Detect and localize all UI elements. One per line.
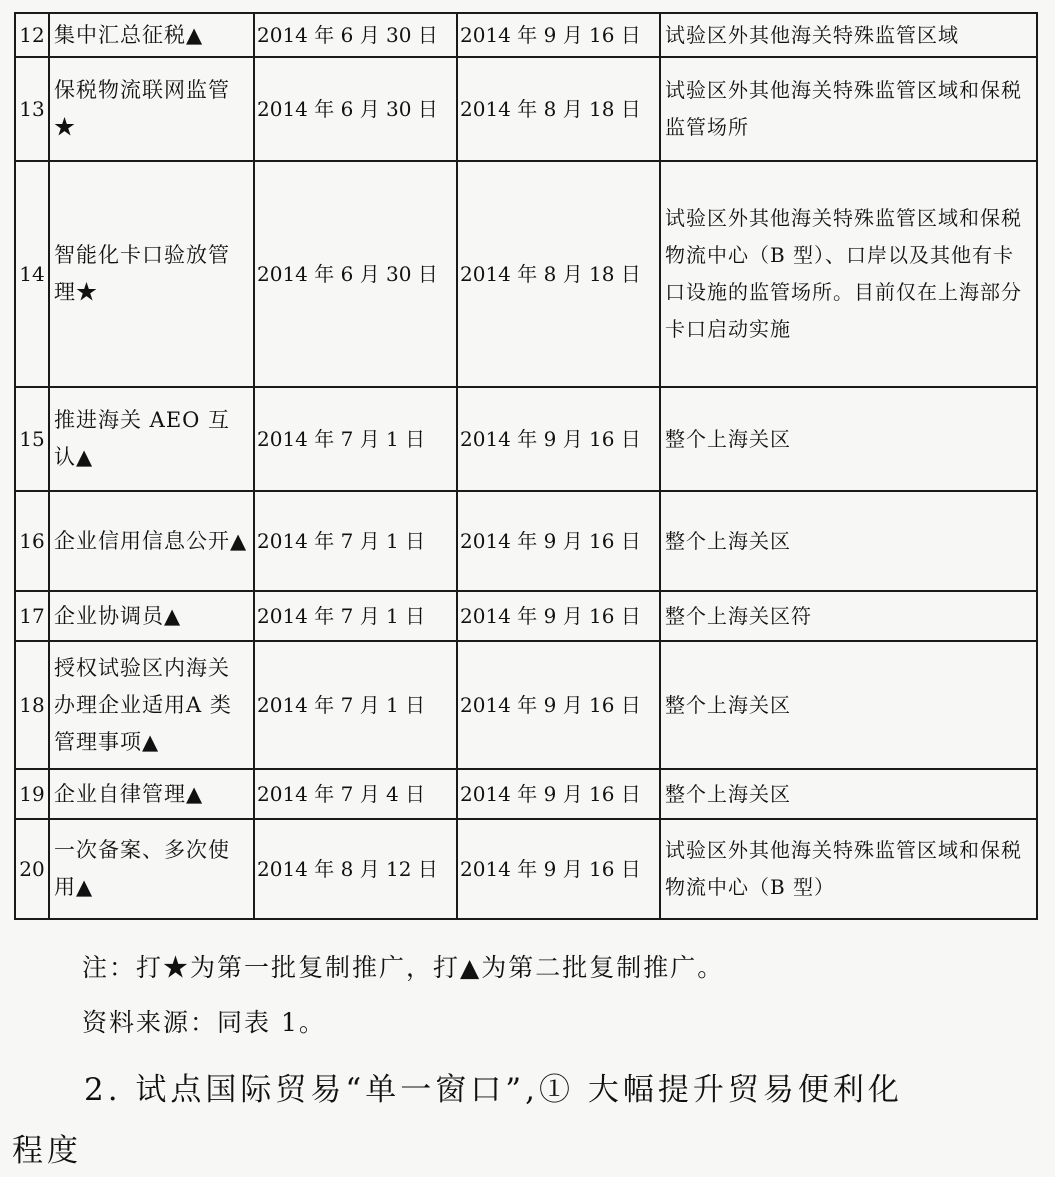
table-row: [15, 769, 1037, 819]
row-number: 20: [15, 819, 49, 919]
table-row: [15, 591, 1037, 641]
measure-name: 企业信用信息公开▲: [49, 491, 254, 591]
measure-name: 一次备案、多次使用▲: [49, 819, 254, 919]
end-date: 2014 年 9 月 16 日: [457, 491, 660, 591]
section-heading-continued: 程度: [12, 1133, 82, 1169]
row-number: 16: [15, 491, 49, 591]
start-date: 2014 年 7 月 4 日: [254, 769, 457, 819]
row-number: 18: [15, 641, 49, 769]
measure-name: 推进海关 AEO 互认▲: [49, 387, 254, 491]
end-date: 2014 年 9 月 16 日: [457, 591, 660, 641]
measure-name: 智能化卡口验放管理★: [49, 161, 254, 387]
measure-name: 企业自律管理▲: [49, 769, 254, 819]
table-row: [15, 491, 1037, 591]
start-date: 2014 年 7 月 1 日: [254, 491, 457, 591]
table-row: [15, 13, 1037, 57]
scope: 整个上海关区: [660, 769, 1037, 819]
end-date: 2014 年 9 月 16 日: [457, 641, 660, 769]
row-number: 15: [15, 387, 49, 491]
scope: 整个上海关区: [660, 387, 1037, 491]
row-number: 13: [15, 57, 49, 161]
section-heading: 2. 试点国际贸易“单一窗口”,① 大幅提升贸易便利化: [84, 1072, 903, 1108]
end-date: 2014 年 9 月 16 日: [457, 819, 660, 919]
end-date: 2014 年 8 月 18 日: [457, 161, 660, 387]
measure-name: 集中汇总征税▲: [49, 13, 254, 57]
table-row: [15, 387, 1037, 491]
end-date: 2014 年 9 月 16 日: [457, 387, 660, 491]
start-date: 2014 年 8 月 12 日: [254, 819, 457, 919]
measures-table: [14, 12, 1038, 920]
source-note: 资料来源：同表 1。: [82, 1008, 326, 1037]
row-number: 19: [15, 769, 49, 819]
table-row: [15, 161, 1037, 387]
row-number: 14: [15, 161, 49, 387]
measure-name: 企业协调员▲: [49, 591, 254, 641]
scope: 整个上海关区: [660, 491, 1037, 591]
table-row: [15, 57, 1037, 161]
start-date: 2014 年 6 月 30 日: [254, 13, 457, 57]
table-row: [15, 641, 1037, 769]
end-date: 2014 年 9 月 16 日: [457, 769, 660, 819]
row-number: 17: [15, 591, 49, 641]
scope: 试验区外其他海关特殊监管区域和保税物流中心（B 型）、口岸以及其他有卡口设施的监管场所。目前仅在上海部分卡口启动实施: [660, 161, 1037, 387]
scope: 整个上海关区: [660, 641, 1037, 769]
scope: 试验区外其他海关特殊监管区域和保税监管场所: [660, 57, 1037, 161]
start-date: 2014 年 7 月 1 日: [254, 591, 457, 641]
measure-name: 保税物流联网监管★: [49, 57, 254, 161]
start-date: 2014 年 6 月 30 日: [254, 161, 457, 387]
end-date: 2014 年 8 月 18 日: [457, 57, 660, 161]
row-number: 12: [15, 13, 49, 57]
start-date: 2014 年 7 月 1 日: [254, 641, 457, 769]
table-note: 注：打★为第一批复制推广，打▲为第二批复制推广。: [82, 953, 725, 982]
end-date: 2014 年 9 月 16 日: [457, 13, 660, 57]
measure-name: 授权试验区内海关办理企业适用A 类管理事项▲: [49, 641, 254, 769]
start-date: 2014 年 6 月 30 日: [254, 57, 457, 161]
table-row: [15, 819, 1037, 919]
scope: 试验区外其他海关特殊监管区域和保税物流中心（B 型）: [660, 819, 1037, 919]
scope: 试验区外其他海关特殊监管区域: [660, 13, 1037, 57]
start-date: 2014 年 7 月 1 日: [254, 387, 457, 491]
scope: 整个上海关区符: [660, 591, 1037, 641]
